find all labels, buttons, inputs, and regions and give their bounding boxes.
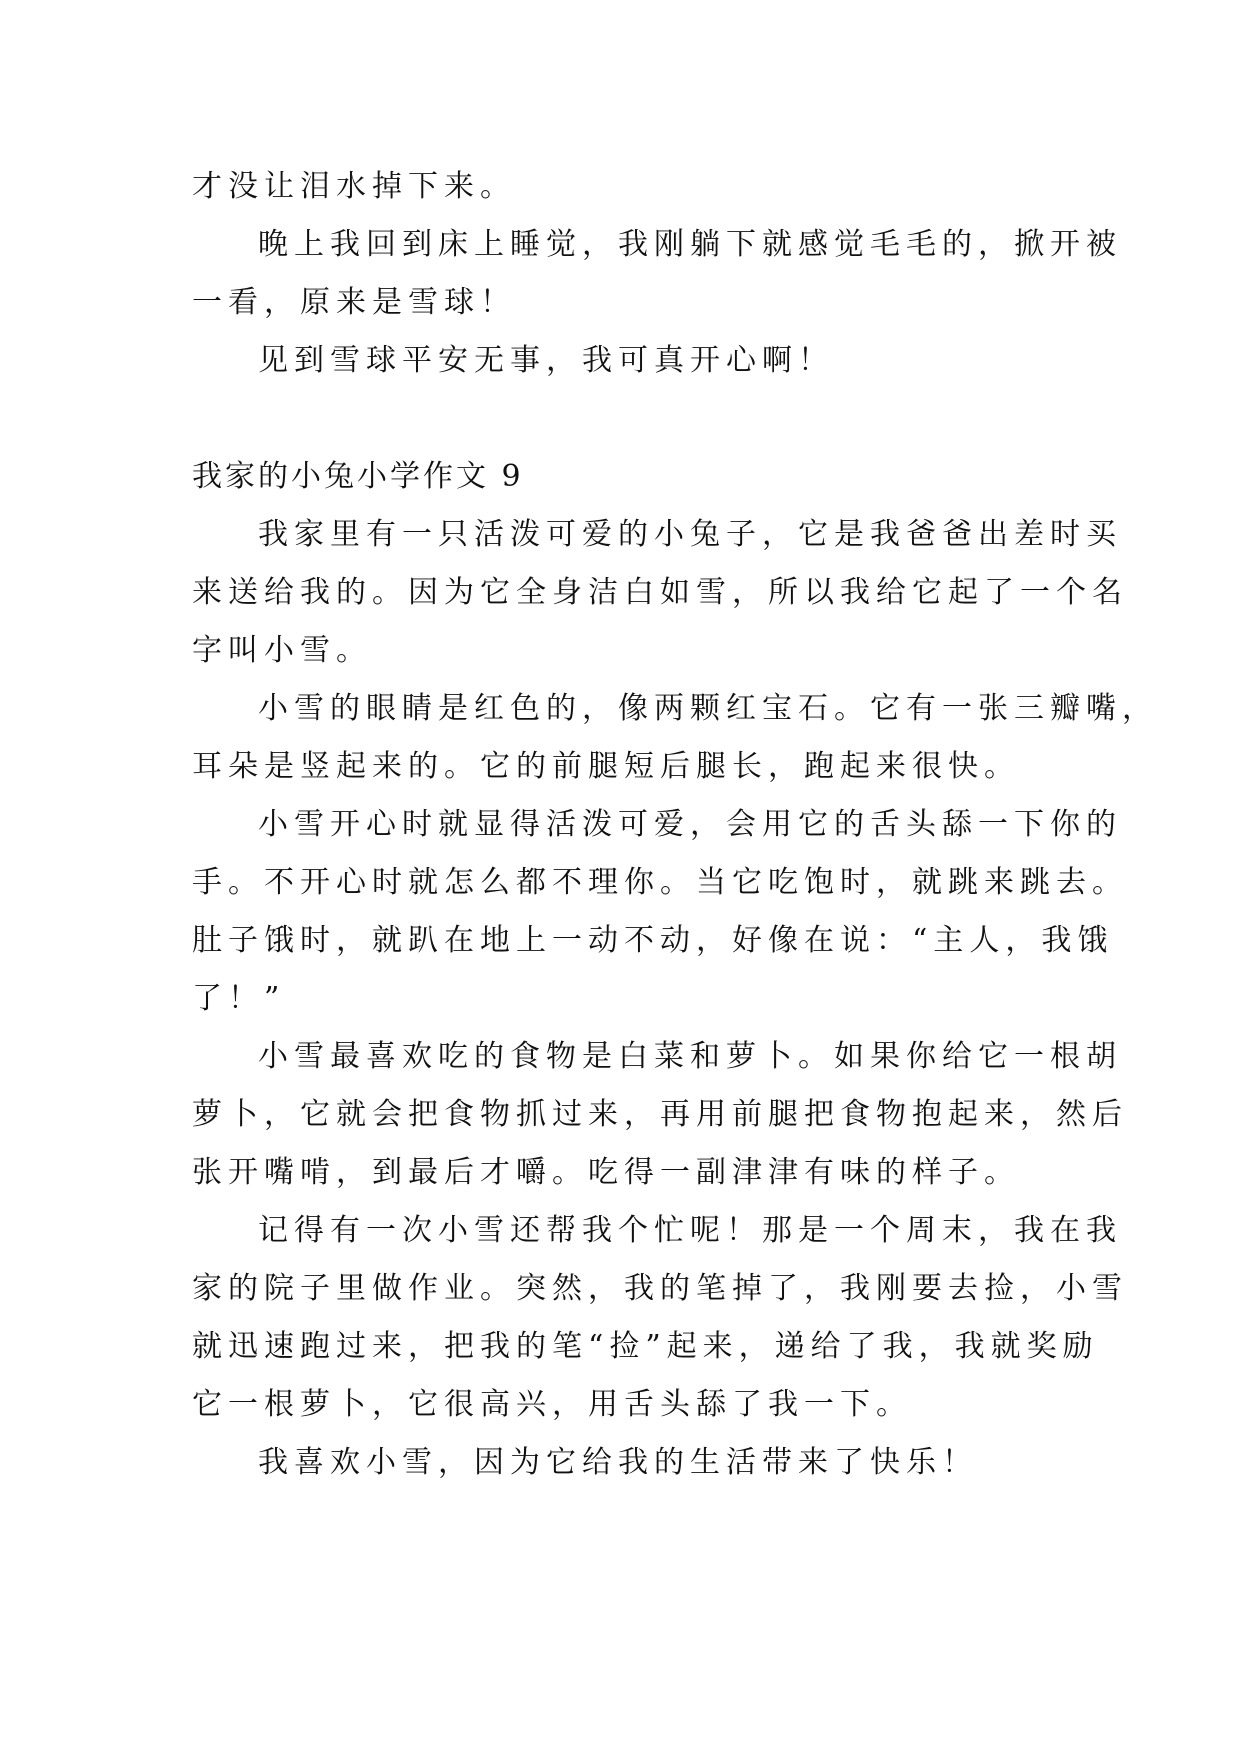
section-title: 我家的小兔小学作文 9 [192,459,524,494]
text-line: 才没让泪水掉下来。 [192,169,516,204]
text-line: 萝卜，它就会把食物抓过来，再用前腿把食物抱起来，然后 [192,1097,1128,1132]
paragraph-3 [192,506,1128,680]
text-line: 小雪的眼睛是红色的，像两颗红宝石。它有一张三瓣嘴， [258,691,1158,726]
text-line: 我家里有一只活泼可爱的小兔子，它是我爸爸出差时买 [258,517,1122,552]
paragraph-6 [192,1028,1128,1202]
text-line: 见到雪球平安无事，我可真开心啊！ [258,343,834,378]
text-line: 张开嘴啃，到最后才嚼。吃得一副津津有味的样子。 [192,1155,1020,1190]
text-line: 小雪开心时就显得活泼可爱，会用它的舌头舔一下你的 [258,807,1122,842]
paragraph-8 [192,1434,1062,1492]
text-line: 来送给我的。因为它全身洁白如雪，所以我给它起了一个名 [192,575,1128,610]
text-line: 它一根萝卜，它很高兴，用舌头舔了我一下。 [192,1387,912,1422]
text-line: 耳朵是竖起来的。它的前腿短后腿长，跑起来很快。 [192,749,1020,784]
text-line: 手。不开心时就怎么都不理你。当它吃饱时，就跳来跳去。 [192,865,1128,900]
text-line: 记得有一次小雪还帮我个忙呢！那是一个周末，我在我 [258,1213,1122,1248]
text-line: 肚子饿时，就趴在地上一动不动，好像在说：“主人，我饿 [192,923,1114,958]
text-line: 家的院子里做作业。突然，我的笔掉了，我刚要去捡，小雪 [192,1271,1128,1306]
document-page [192,158,1158,1492]
paragraph-5 [192,796,1128,1028]
text-line: 晚上我回到床上睡觉，我刚躺下就感觉毛毛的，掀开被 [258,227,1122,262]
paragraph-continuation [192,158,1062,216]
text-line: 小雪最喜欢吃的食物是白菜和萝卜。如果你给它一根胡 [258,1039,1122,1074]
text-line: 一看，原来是雪球！ [192,285,516,320]
text-line: 我喜欢小雪，因为它给我的生活带来了快乐！ [258,1445,978,1480]
paragraph-2 [192,332,1062,390]
text-line: 字叫小雪。 [192,633,372,668]
paragraph-7 [192,1202,1128,1434]
text-line: 就迅速跑过来，把我的笔“捡”起来，递给了我，我就奖励 [192,1329,1099,1364]
paragraph-4 [192,680,1158,796]
text-line: 了！” [192,981,286,1016]
paragraph-1 [192,216,1122,332]
